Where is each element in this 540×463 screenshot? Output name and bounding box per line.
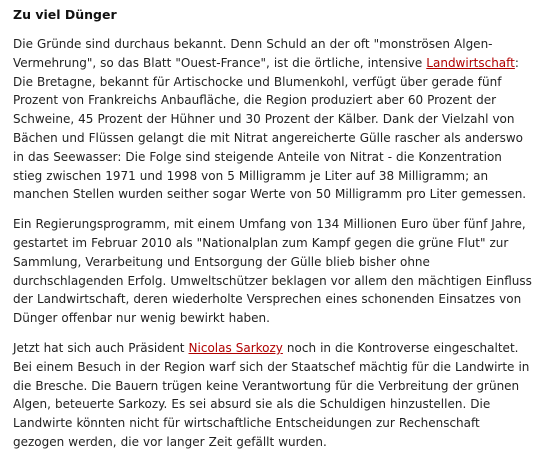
paragraph-1 [13,35,533,204]
article [13,7,533,463]
article-heading: Zu viel Dünger [13,7,117,22]
link-landwirtschaft[interactable]: Landwirtschaft [426,55,515,70]
paragraph-2: Ein Regierungsprogramm, mit einem Umfang von 134 Millionen Euro über fünf Jahre, gestartet im Februar 2010 als "Nationalplan zum Kampf gegen die grüne Flut" zur Sammlung, Verarbeitung und Entsorgung der Gülle blieb bisher ohne durchschlagenden Erfolg. Umweltschützer beklagen vor allem den mächtigen Einfluss der Landwirtschaft, deren wiederholte Versprechen eines schonenden Einsatzes von Dünger offenbar nur wenig bewirkt haben. [13,217,532,326]
paragraph-3-text-before: Jetzt hat sich auch Präsident [13,340,189,355]
paragraph-1-text-before: Die Gründe sind durchaus bekannt. Denn Schuld an der oft "monströsen Algen-Vermehrung", so das Blatt "Ouest-France", ist die örtliche, intensive [13,37,493,70]
paragraph-3-text-after: noch in die Kontroverse eingeschaltet. Bei einem Besuch in der Region warf sich der Staatschef mächtig für die Landwirte in die Bresche. Die Bauern trügen keine Verantwortung für die Verbreitung der grünen Algen, beteuerte Sarkozy. Es sei absurd sie als die Schuldigen hinzustellen. Die Landwirte könnten nicht für wirtschaftliche Entscheidungen zur Rechenschaft gezogen werden, die vor langer Zeit gefällt wurden. [13,340,530,449]
paragraph-3 [13,339,533,452]
link-nicolas-sarkozy[interactable]: Nicolas Sarkozy [188,340,283,355]
paragraph-1-text-after: : Die Bretagne, bekannt für Artischocke und Blumenkohl, verfügt über gerade fünf Prozent von Frankreichs Anbaufläche, die Region produziert aber 60 Prozent der Schweine, 45 Prozent der Hühner und 30 Prozent der Kälber. Dank der Vielzahl von Bächen und Flüssen gelangt die mit Nitrat angereicherte Gülle rascher als anderswo in das Seewasser: Die Folge sind steigende Anteile von Nitrat - die Konzentration stieg zwischen 1971 und 1998 von 5 Milligramm je Liter auf 38 Milligramm; an manchen Stellen wurden seither sogar Werte von 50 Milligramm pro Liter gemessen. [13,55,527,202]
